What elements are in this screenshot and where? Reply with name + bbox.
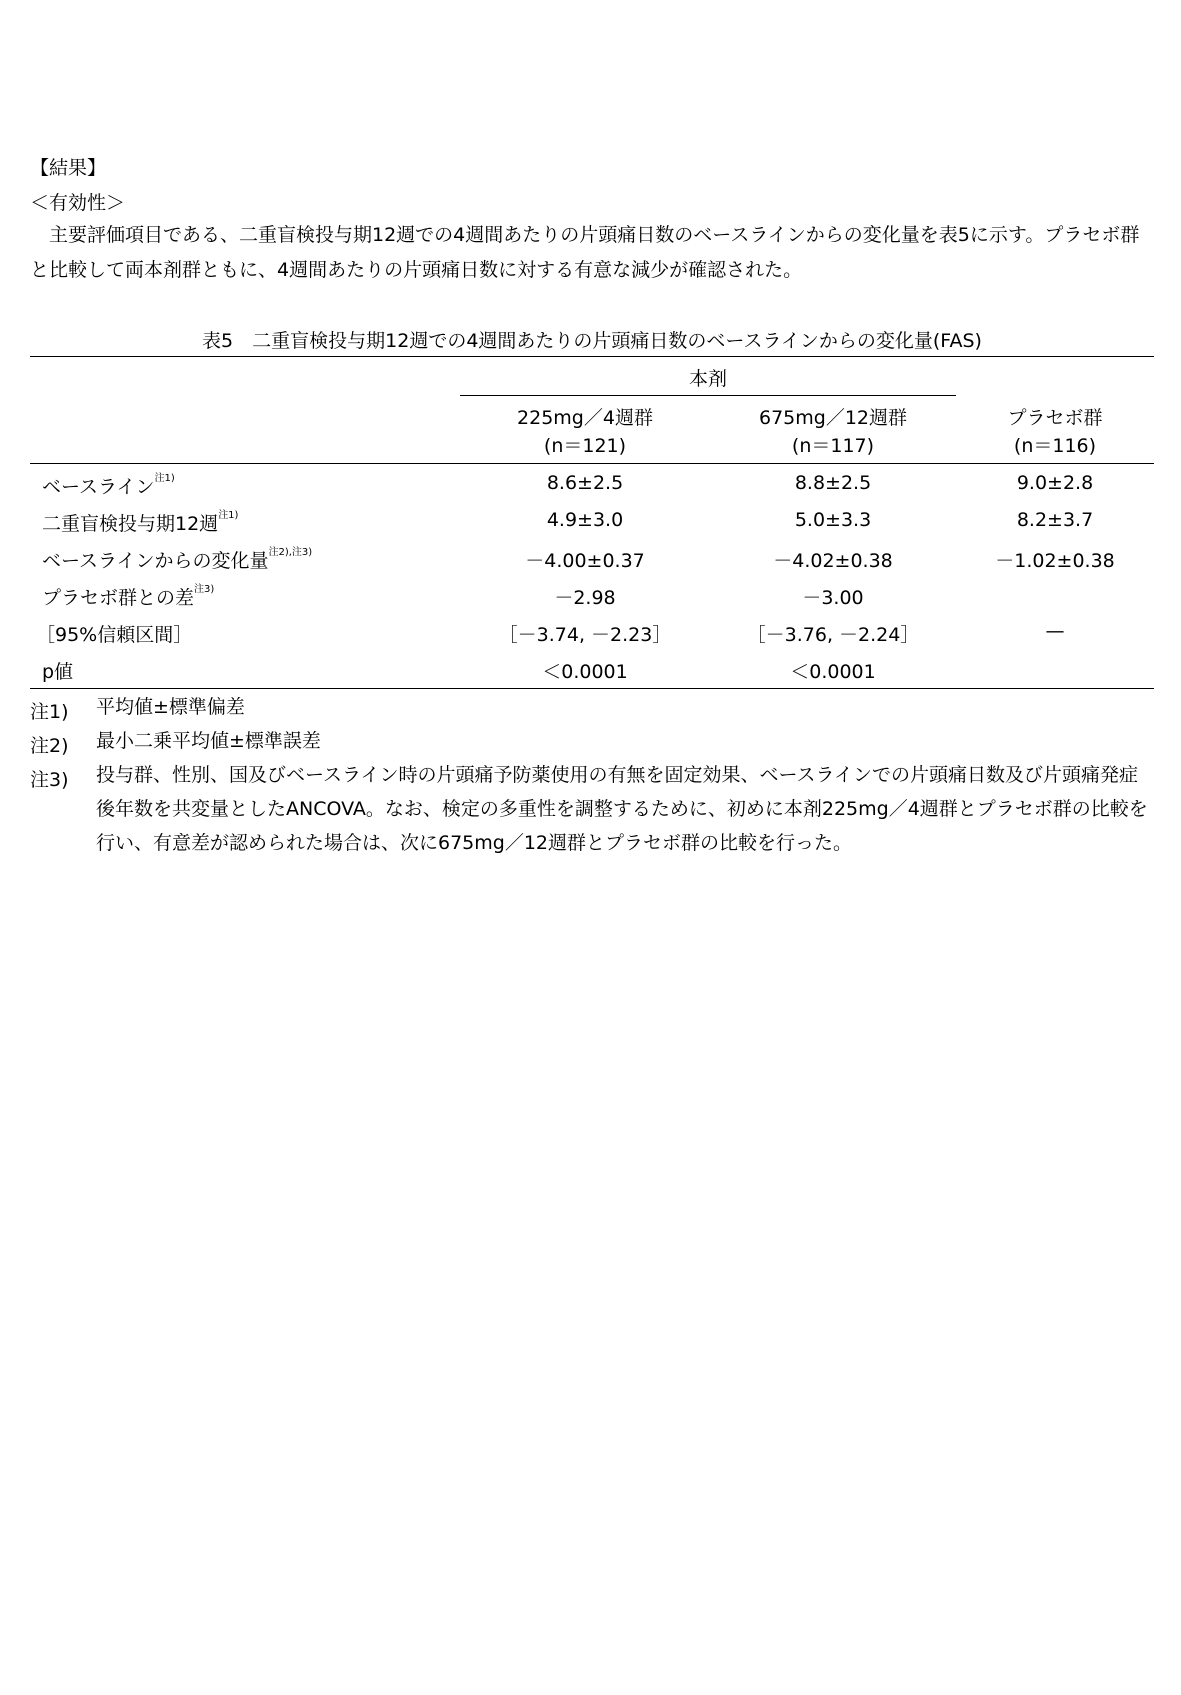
row-label-change (42, 546, 312, 573)
cell: 5.0±3.3 (794, 509, 872, 531)
row-label-week12 (42, 509, 238, 536)
footnote-ref: 注1) (218, 510, 239, 521)
col-header-675mg: 675mg／12週群 (758, 407, 907, 429)
cell: 8.2±3.7 (1016, 509, 1094, 531)
footnote-marker: 注1) (30, 701, 69, 723)
cell: 8.8±2.5 (794, 472, 872, 494)
table-top-rule (30, 356, 1154, 357)
intro-paragraph: 主要評価項目である、二重盲検投与期12週での4週間あたりの片頭痛日数のベースラインからの変化量を表5に示す。プラセボ群と比較して両本剤群ともに、4週間あたりの片頭痛日数に対する有意な減少が確認された。 (30, 224, 1140, 281)
col-header-placebo: プラセボ群 (1007, 407, 1103, 429)
footnote-text: 平均値±標準偏差 (96, 696, 245, 718)
col-n-225mg: (n＝121) (543, 435, 627, 457)
cell: ［－3.74, －2.23］ (498, 624, 672, 646)
row-label-ci: ［95%信頼区間］ (36, 624, 193, 646)
row-label-text: ベースラインからの変化量 (42, 550, 269, 572)
cell: －4.00±0.37 (525, 550, 645, 572)
row-label-text: ベースライン (42, 476, 155, 498)
cell: 9.0±2.8 (1016, 472, 1094, 494)
col-n-placebo: (n＝116) (1013, 435, 1097, 457)
footnote-marker: 注2) (30, 735, 69, 757)
footnote-text: 最小二乗平均値±標準誤差 (96, 730, 321, 752)
cell: 8.6±2.5 (546, 472, 624, 494)
footnote-text: 投与群、性別、国及びベースライン時の片頭痛予防薬使用の有無を固定効果、ベースラインでの片頭痛日数及び片頭痛発症後年数を共変量としたANCOVA。なお、検定の多重性を調整するために、初めに本剤225mg／4週群とプラセボ群の比較を行い、有意差が認められた場合は、次に675mg／12週群とプラセボ群の比較を行った。 (96, 764, 1148, 854)
cell: －3.00 (802, 587, 864, 609)
cell: ［－3.76, －2.24］ (746, 624, 920, 646)
footnote-ref: 注3) (194, 584, 215, 595)
footnote-marker: 注3) (30, 769, 69, 791)
row-label-diff (42, 583, 214, 610)
section-subheading: ＜有効性＞ (30, 192, 126, 214)
col-n-675mg: (n＝117) (791, 435, 875, 457)
cell: －1.02±0.38 (995, 550, 1115, 572)
table-caption: 表5 二重盲検投与期12週での4週間あたりの片頭痛日数のベースラインからの変化量(FAS) (202, 330, 982, 352)
cell: 4.9±3.0 (546, 509, 624, 531)
cell: — (1045, 620, 1065, 642)
row-label-text: プラセボ群との差 (42, 587, 195, 609)
cell: －2.98 (554, 587, 616, 609)
table-bottom-rule (30, 688, 1154, 689)
group-header-rule (460, 395, 956, 396)
footnote-ref: 注2),注3) (268, 547, 313, 558)
cell: －4.02±0.38 (773, 550, 893, 572)
row-label-text: 二重盲検投与期12週 (42, 513, 219, 535)
table-header-rule (30, 463, 1154, 464)
section-heading: 【結果】 (30, 157, 107, 179)
col-header-225mg: 225mg／4週群 (517, 407, 653, 429)
cell: ＜0.0001 (542, 661, 628, 683)
cell: ＜0.0001 (790, 661, 876, 683)
row-label-baseline (42, 472, 175, 499)
group-header-drug: 本剤 (688, 368, 727, 390)
row-label-pvalue: p値 (42, 661, 74, 683)
footnote-ref: 注1) (154, 473, 175, 484)
